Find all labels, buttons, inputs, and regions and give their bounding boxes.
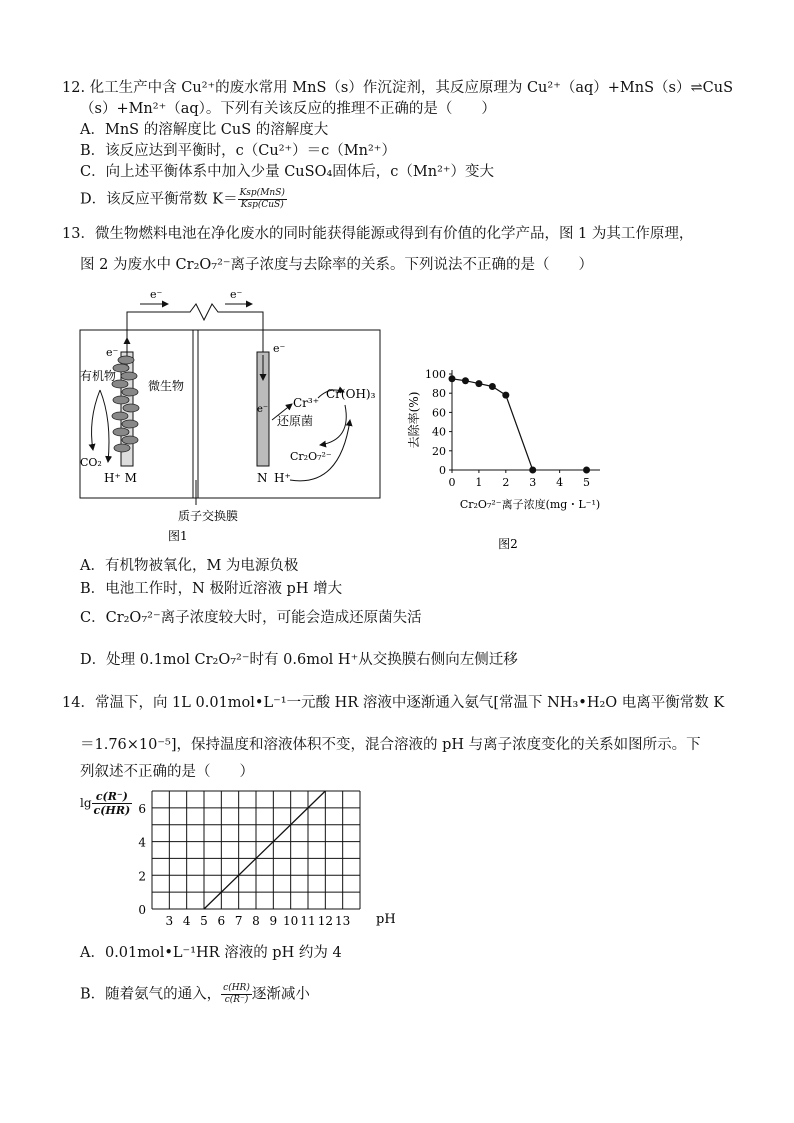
- cr3-label: Cr³⁺: [293, 396, 320, 410]
- fig2-y-label: 去除率(%): [407, 391, 421, 449]
- q14-stem-line2: ＝1.76×10⁻⁵]，保持温度和溶液体积不变，混合溶液的 pH 与离子浓度变化的关系如图所示。下: [80, 737, 701, 753]
- organic-to-co2-arrow: [92, 390, 100, 450]
- q14-stem-line3: 列叙述不正确的是（ ）: [80, 764, 254, 780]
- q14-x-tick-label: 7: [234, 914, 243, 928]
- figure-2-caption: 图2: [498, 537, 518, 551]
- q14-option-b-suffix: 逐渐减小: [251, 986, 310, 1003]
- e-label-2: e⁻: [230, 288, 243, 301]
- q14-x-tick-label: 13: [335, 914, 351, 928]
- q14-y-ticks: [138, 802, 146, 917]
- q14-y-tick-label: 6: [138, 801, 146, 816]
- q13-stem-line2: 图 2 为废水中 Cr₂O₇²⁻离子浓度与去除率的关系。下列说法不正确的是（ ）: [80, 257, 594, 273]
- croh-label: Cr(OH)₃: [326, 387, 376, 401]
- q12-ksp-denominator: Ksp(CuS): [240, 200, 284, 210]
- proton-exchange-membrane: [193, 330, 198, 498]
- organic-label: 有机物: [80, 369, 117, 383]
- fig2-data-point: [462, 377, 469, 384]
- q14-y-tick-label: 2: [138, 869, 146, 884]
- q14-x-tick-label: 5: [200, 914, 208, 928]
- fig2-y-tick-label: 60: [432, 406, 446, 420]
- q14-series: [204, 791, 325, 909]
- q14-x-tick-label: 3: [165, 914, 174, 928]
- q14-x-tick-label: 11: [300, 914, 316, 928]
- fig2-x-tick-label: 4: [556, 476, 564, 489]
- q13-option-d: D．处理 0.1mol Cr₂O₇²⁻时有 0.6mol H⁺从交换膜右侧向左侧迁移: [80, 652, 518, 668]
- q14-y-label: [80, 790, 132, 817]
- fig2-y-ticks: [425, 368, 452, 477]
- fig2-data-point: [583, 467, 590, 474]
- q13-option-b: B．电池工作时，N 极附近溶液 pH 增大: [80, 581, 343, 597]
- q14-x-tick-label: 6: [217, 914, 226, 928]
- q13-stem-line1: 13．微生物燃料电池在净化废水的同时能获得能源或得到有价值的化学产品，图 1 为其工作原理，: [62, 226, 694, 242]
- q14-x-label: pH: [376, 912, 396, 927]
- fig2-y-tick-label: 100: [425, 368, 446, 381]
- q14-x-tick-label: 10: [283, 914, 299, 928]
- hm-label: H⁺ M: [104, 471, 137, 485]
- fig2-data-point: [502, 392, 509, 399]
- q12-option-c: C．向上述平衡体系中加入少量 CuSO₄固体后，c（Mn²⁺）变大: [80, 164, 495, 180]
- figure-2-removal-chart: [400, 360, 640, 560]
- fig2-y-tick-label: 40: [432, 425, 446, 439]
- e-label-inner: e⁻: [257, 404, 269, 415]
- q14-y-label-lg: lg: [80, 796, 92, 810]
- q14-x-tick-label: 8: [252, 914, 260, 928]
- fig2-y-tick-label: 0: [439, 464, 446, 477]
- cycle-arrow-right: [320, 405, 346, 445]
- q14-y-numerator: c(R⁻): [92, 790, 133, 804]
- q13-option-c: C．Cr₂O₇²⁻离子浓度较大时，可能会造成还原菌失活: [80, 610, 422, 626]
- reducing-bacteria-label: 还原菌: [277, 414, 314, 428]
- membrane-label: 质子交换膜: [178, 509, 239, 523]
- fig2-x-tick-label: 3: [529, 476, 537, 489]
- q14-option-b-denominator: c(R⁻): [224, 995, 249, 1005]
- q14-stem-line1: 14．常温下，向 1L 0.01mol•L⁻¹一元酸 HR 溶液中逐渐通入氨气[常温下 NH₃•H₂O 电离平衡常数 K: [62, 695, 725, 711]
- q14-y-tick-label: 4: [138, 835, 146, 850]
- q14-y-denominator: c(HR): [93, 804, 131, 817]
- q14-option-b-fraction: [221, 983, 252, 1006]
- q12-stem-line1: 12. 化工生产中含 Cu²⁺的废水常用 MnS（s）作沉淀剂，其反应原理为 Cu²⁺（aq）+MnS（s）⇌CuS: [62, 80, 734, 96]
- q12-ksp-numerator: Ksp(MnS): [239, 188, 285, 198]
- microbe-label: 微生物: [148, 379, 185, 393]
- q14-option-b-prefix: B．随着氨气的通入，: [80, 986, 222, 1003]
- fig2-series: [449, 375, 591, 473]
- q12-option-d-prefix: D．该反应平衡常数 K＝: [80, 191, 238, 208]
- fig2-x-tick-label: 2: [502, 476, 510, 489]
- q14-x-tick-label: 9: [269, 914, 278, 928]
- fig2-x-ticks: [449, 470, 591, 489]
- cr2o7-label: Cr₂O₇²⁻: [290, 450, 332, 463]
- q14-y-fraction: [92, 790, 133, 817]
- fig2-data-point: [529, 467, 536, 474]
- e-label-right: e⁻: [273, 342, 286, 355]
- q14-x-tick-label: 12: [317, 914, 333, 928]
- q14-x-tick-label: 4: [182, 914, 191, 928]
- q13-option-a: A．有机物被氧化，M 为电源负极: [80, 558, 299, 574]
- e-label-left: e⁻: [106, 346, 119, 359]
- q14-series-line: [204, 791, 325, 909]
- fig2-x-tick-label: 1: [475, 476, 483, 489]
- q14-option-b: [80, 983, 310, 1006]
- q14-option-b-numerator: c(HR): [223, 983, 250, 993]
- fig2-data-point: [449, 375, 456, 382]
- q12-option-b: B．该反应达到平衡时，c（Cu²⁺）＝c（Mn²⁺）: [80, 143, 396, 159]
- q12-option-a: A．MnS 的溶解度比 CuS 的溶解度大: [80, 122, 329, 138]
- e-label-1: e⁻: [150, 288, 163, 301]
- fig2-data-point: [475, 380, 482, 387]
- fig2-x-tick-label: 0: [448, 476, 456, 489]
- fig2-x-label: Cr₂O₇²⁻离子浓度(mg・L⁻¹): [459, 498, 601, 511]
- q14-ph-graph: [130, 785, 420, 935]
- h-label-right: H⁺: [274, 471, 291, 485]
- q14-y-tick-label: 0: [138, 903, 146, 917]
- fig2-x-tick-label: 5: [583, 476, 591, 489]
- figure-1-caption: 图1: [168, 529, 188, 543]
- fig2-series-line: [452, 379, 533, 470]
- q14-option-a: A．0.01mol•L⁻¹HR 溶液的 pH 约为 4: [80, 945, 342, 961]
- q14-grid: [152, 791, 360, 909]
- co2-label: CO₂: [80, 456, 102, 469]
- fig2-y-tick-label: 80: [432, 387, 446, 401]
- fig2-data-point: [489, 383, 496, 390]
- q12-stem-line2: （s）+Mn²⁺（aq）。下列有关该反应的推理不正确的是（ ）: [80, 101, 496, 117]
- n-label: N: [257, 471, 268, 485]
- q14-x-ticks: [166, 914, 351, 928]
- fig2-y-tick-label: 20: [432, 444, 446, 458]
- organic-to-h-arrow: [100, 390, 109, 462]
